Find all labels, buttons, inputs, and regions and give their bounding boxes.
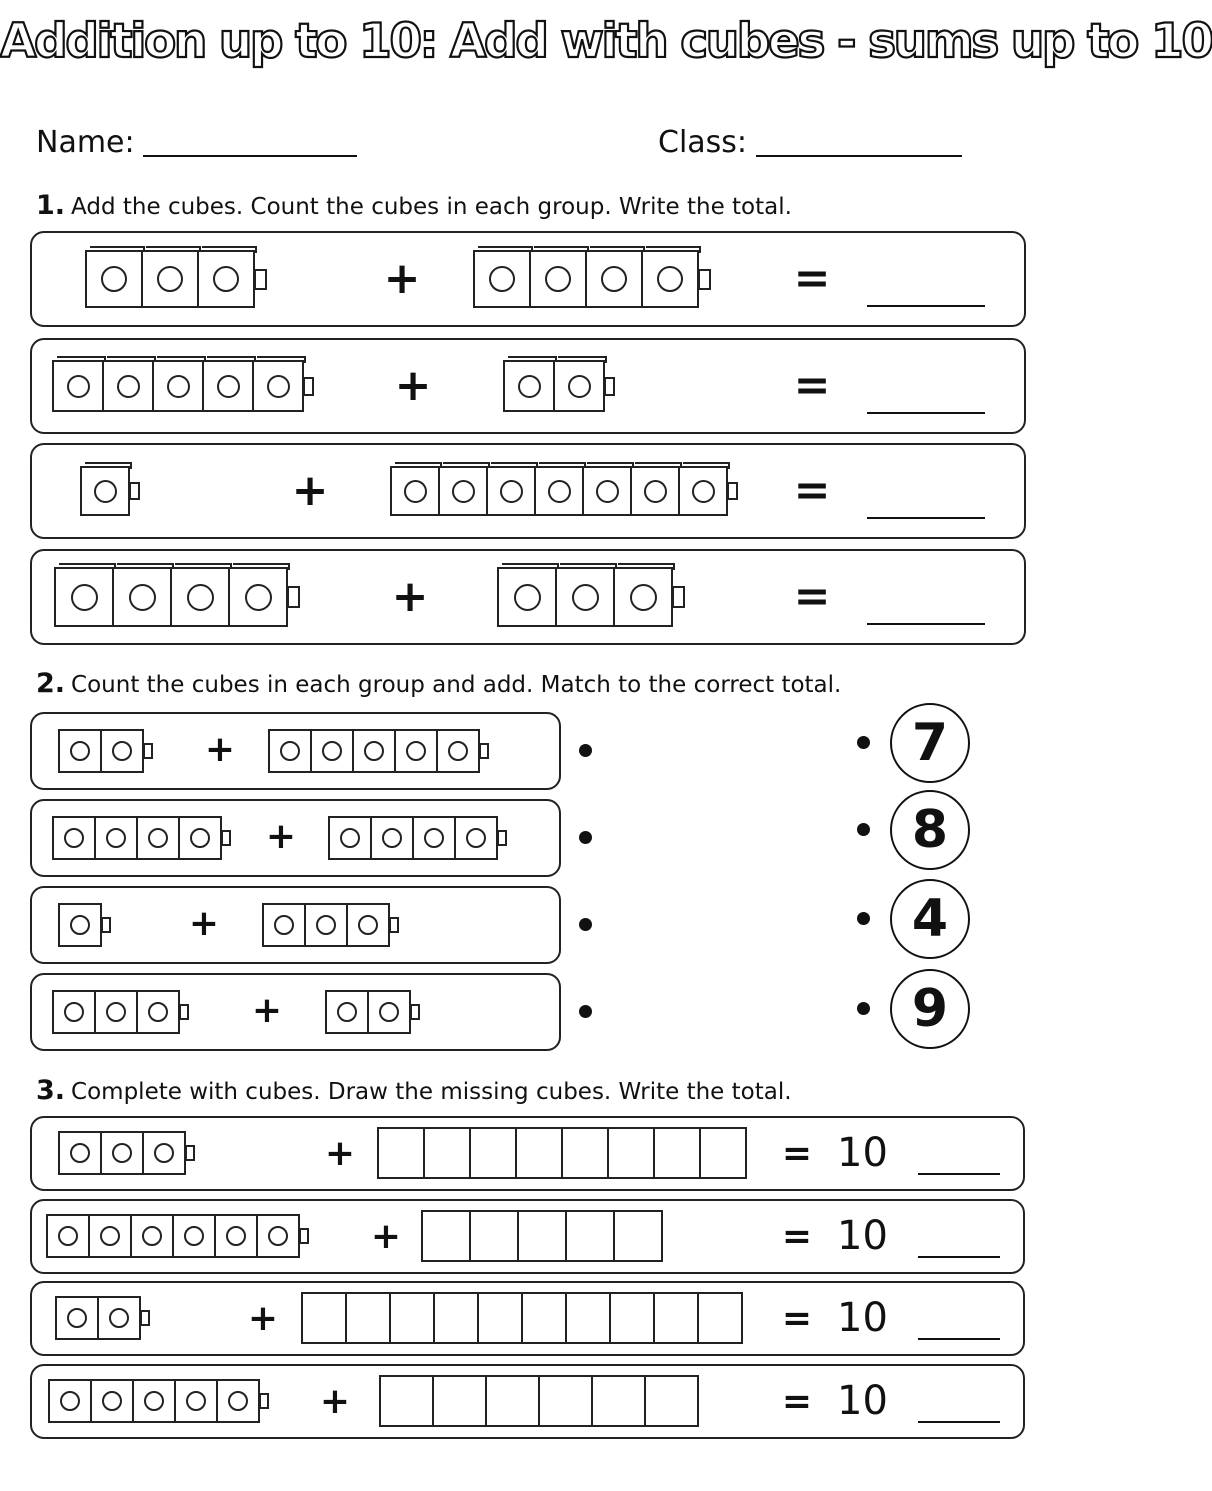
empty-cube-box[interactable]	[561, 1127, 609, 1179]
cube-hole-icon	[70, 915, 90, 935]
cube-hole-icon	[404, 480, 427, 503]
cube-icon	[412, 816, 456, 860]
answer-blank[interactable]	[867, 305, 985, 307]
cube-hole-icon	[518, 375, 541, 398]
cube-group	[52, 816, 231, 860]
cube-hole-icon	[545, 266, 571, 292]
section-number: 3.	[36, 1075, 66, 1106]
empty-cube-boxes	[379, 1375, 699, 1427]
cube-hole-icon	[142, 1226, 162, 1246]
cube-hole-icon	[112, 1143, 132, 1163]
cube-hole-icon	[154, 1143, 174, 1163]
cube-icon	[152, 360, 204, 412]
class-line	[756, 155, 962, 157]
cube-connector-icon	[604, 377, 615, 396]
cube-connector-icon	[303, 377, 314, 396]
cube-icon	[486, 466, 536, 516]
plus-sign: +	[324, 1133, 356, 1174]
cube-icon	[85, 250, 143, 308]
equals-sign: =	[793, 571, 831, 622]
cube-connector-icon	[140, 1310, 150, 1326]
empty-cube-box[interactable]	[644, 1375, 699, 1427]
equals-sign: =	[781, 1133, 813, 1174]
cube-hole-icon	[548, 480, 571, 503]
cube-hole-icon	[572, 584, 599, 611]
cube-hole-icon	[184, 1226, 204, 1246]
cube-hole-icon	[358, 915, 378, 935]
cube-icon	[174, 1379, 218, 1423]
cube-hole-icon	[64, 828, 84, 848]
empty-cube-boxes	[377, 1127, 747, 1179]
cube-hole-icon	[94, 480, 117, 503]
cube-hole-icon	[58, 1226, 78, 1246]
cube-icon	[142, 1131, 186, 1175]
cube-connector-icon	[497, 830, 507, 846]
cube-hole-icon	[102, 1391, 122, 1411]
cube-hole-icon	[167, 375, 190, 398]
plus-sign: +	[319, 1381, 351, 1422]
cube-icon	[88, 1214, 132, 1258]
cube-hole-icon	[101, 266, 127, 292]
cube-hole-icon	[64, 1002, 84, 1022]
equals-sign: =	[781, 1298, 813, 1339]
cube-group	[85, 250, 267, 308]
empty-cube-box[interactable]	[379, 1375, 434, 1427]
equals-sign: =	[793, 253, 831, 304]
cube-icon	[172, 1214, 216, 1258]
cube-hole-icon	[100, 1226, 120, 1246]
section-1-heading	[36, 192, 792, 219]
match-dot-left[interactable]	[579, 1005, 592, 1018]
cube-hole-icon	[280, 741, 300, 761]
answer-blank[interactable]	[918, 1421, 1000, 1423]
empty-cube-box[interactable]	[469, 1210, 519, 1262]
match-dot-right[interactable]	[857, 823, 870, 836]
match-dot-left[interactable]	[579, 831, 592, 844]
cube-connector-icon	[259, 1393, 269, 1409]
cube-hole-icon	[228, 1391, 248, 1411]
plus-sign: +	[247, 1298, 279, 1339]
cube-icon	[641, 250, 699, 308]
equals-sign: =	[793, 465, 831, 516]
cube-icon	[613, 567, 673, 627]
empty-cube-box[interactable]	[469, 1127, 517, 1179]
plus-sign: +	[265, 816, 297, 857]
cube-group	[58, 1131, 195, 1175]
cube-hole-icon	[322, 741, 342, 761]
cube-connector-icon	[101, 917, 111, 933]
cube-connector-icon	[389, 917, 399, 933]
cube-icon	[97, 1296, 141, 1340]
cube-icon	[46, 1214, 90, 1258]
cube-hole-icon	[424, 828, 444, 848]
cube-icon	[328, 816, 372, 860]
empty-cube-box[interactable]	[613, 1210, 663, 1262]
cube-hole-icon	[379, 1002, 399, 1022]
cube-connector-icon	[143, 743, 153, 759]
empty-cube-boxes	[301, 1292, 743, 1344]
empty-cube-box[interactable]	[565, 1292, 611, 1344]
cube-hole-icon	[489, 266, 515, 292]
cube-hole-icon	[268, 1226, 288, 1246]
plus-sign: +	[394, 360, 432, 411]
cube-icon	[630, 466, 680, 516]
cube-hole-icon	[267, 375, 290, 398]
cube-hole-icon	[601, 266, 627, 292]
empty-cube-box[interactable]	[301, 1292, 347, 1344]
equals-sign: =	[781, 1381, 813, 1422]
cube-hole-icon	[657, 266, 683, 292]
target-total: 10	[837, 1378, 888, 1424]
cube-icon	[48, 1379, 92, 1423]
cube-icon	[325, 990, 369, 1034]
cube-icon	[197, 250, 255, 308]
cube-hole-icon	[337, 1002, 357, 1022]
cube-icon	[90, 1379, 134, 1423]
cube-hole-icon	[364, 741, 384, 761]
cube-icon	[58, 903, 102, 947]
cube-icon	[310, 729, 354, 773]
empty-cube-box[interactable]	[485, 1375, 540, 1427]
cube-icon	[58, 1131, 102, 1175]
section-instruction: Add the cubes. Count the cubes in each group. Write the total.	[71, 194, 792, 220]
cube-group	[54, 567, 300, 627]
empty-cube-box[interactable]	[432, 1375, 487, 1427]
empty-cube-box[interactable]	[521, 1292, 567, 1344]
cube-group	[473, 250, 711, 308]
cube-hole-icon	[382, 828, 402, 848]
cube-group	[55, 1296, 150, 1340]
cube-icon	[390, 466, 440, 516]
cube-icon	[136, 990, 180, 1034]
cube-icon	[346, 903, 390, 947]
total-circle: 7	[890, 703, 970, 783]
cube-connector-icon	[410, 1004, 420, 1020]
cube-hole-icon	[187, 584, 214, 611]
class-label: Class:	[658, 125, 748, 160]
cube-connector-icon	[727, 482, 738, 500]
cube-group	[328, 816, 507, 860]
cube-icon	[52, 816, 96, 860]
cube-hole-icon	[71, 584, 98, 611]
cube-icon	[141, 250, 199, 308]
cube-hole-icon	[186, 1391, 206, 1411]
empty-cube-box[interactable]	[653, 1127, 701, 1179]
cube-icon	[394, 729, 438, 773]
cube-icon	[55, 1296, 99, 1340]
answer-blank[interactable]	[867, 623, 985, 625]
cube-icon	[52, 360, 104, 412]
cube-connector-icon	[129, 482, 140, 500]
cube-hole-icon	[60, 1391, 80, 1411]
answer-blank[interactable]	[867, 517, 985, 519]
cube-hole-icon	[112, 741, 132, 761]
cube-hole-icon	[190, 828, 210, 848]
match-dot-right[interactable]	[857, 912, 870, 925]
empty-cube-box[interactable]	[515, 1127, 563, 1179]
cube-group	[52, 990, 189, 1034]
cube-hole-icon	[129, 584, 156, 611]
cube-hole-icon	[630, 584, 657, 611]
cube-icon	[202, 360, 254, 412]
cube-hole-icon	[67, 1308, 87, 1328]
cube-connector-icon	[185, 1145, 195, 1161]
cube-hole-icon	[452, 480, 475, 503]
cube-hole-icon	[596, 480, 619, 503]
cube-icon	[80, 466, 130, 516]
answer-blank[interactable]	[918, 1338, 1000, 1340]
cube-icon	[136, 816, 180, 860]
empty-cube-box[interactable]	[477, 1292, 523, 1344]
cube-icon	[94, 990, 138, 1034]
match-dot-right[interactable]	[857, 736, 870, 749]
empty-cube-box[interactable]	[607, 1127, 655, 1179]
cube-group	[390, 466, 738, 516]
cube-group	[325, 990, 420, 1034]
total-circle: 4	[890, 879, 970, 959]
plus-sign: +	[391, 571, 429, 622]
match-dot-left[interactable]	[579, 744, 592, 757]
section-2-heading	[36, 670, 841, 697]
cube-icon	[370, 816, 414, 860]
section-instruction: Count the cubes in each group and add. Match to the correct total.	[71, 672, 842, 698]
cube-icon	[100, 729, 144, 773]
cube-hole-icon	[148, 828, 168, 848]
empty-cube-box[interactable]	[653, 1292, 699, 1344]
cube-icon	[534, 466, 584, 516]
cube-hole-icon	[106, 828, 126, 848]
cube-group	[48, 1379, 269, 1423]
cube-icon	[256, 1214, 300, 1258]
cube-icon	[268, 729, 312, 773]
cube-icon	[497, 567, 557, 627]
name-line	[143, 155, 357, 157]
plus-sign: +	[383, 253, 421, 304]
cube-group	[262, 903, 399, 947]
match-dot-right[interactable]	[857, 1002, 870, 1015]
cube-group	[503, 360, 615, 412]
empty-cube-box[interactable]	[697, 1292, 743, 1344]
cube-icon	[529, 250, 587, 308]
cube-hole-icon	[466, 828, 486, 848]
section-number: 2.	[36, 668, 66, 699]
plus-sign: +	[188, 903, 220, 944]
cube-icon	[582, 466, 632, 516]
cube-icon	[454, 816, 498, 860]
cube-hole-icon	[117, 375, 140, 398]
section-3-heading	[36, 1077, 792, 1104]
cube-icon	[170, 567, 230, 627]
cube-group	[58, 729, 153, 773]
cube-hole-icon	[500, 480, 523, 503]
cube-hole-icon	[226, 1226, 246, 1246]
cube-icon	[228, 567, 288, 627]
cube-hole-icon	[213, 266, 239, 292]
cube-connector-icon	[287, 586, 300, 608]
cube-icon	[473, 250, 531, 308]
empty-cube-box[interactable]	[609, 1292, 655, 1344]
cube-group	[46, 1214, 309, 1258]
cube-icon	[178, 816, 222, 860]
cube-icon	[436, 729, 480, 773]
cube-icon	[100, 1131, 144, 1175]
cube-group	[58, 903, 111, 947]
plus-sign: +	[251, 990, 283, 1031]
worksheet-title: Addition up to 10: Add with cubes - sums up to 10	[0, 14, 1212, 69]
cube-icon	[262, 903, 306, 947]
cube-connector-icon	[672, 586, 685, 608]
cube-icon	[54, 567, 114, 627]
empty-cube-box[interactable]	[433, 1292, 479, 1344]
cube-icon	[112, 567, 172, 627]
target-total: 10	[837, 1130, 888, 1176]
cube-group	[52, 360, 314, 412]
cube-hole-icon	[70, 741, 90, 761]
plus-sign: +	[204, 729, 236, 770]
cube-hole-icon	[217, 375, 240, 398]
section-number: 1.	[36, 190, 66, 221]
cube-connector-icon	[479, 743, 489, 759]
cube-icon	[352, 729, 396, 773]
plus-sign: +	[291, 465, 329, 516]
empty-cube-box[interactable]	[421, 1210, 471, 1262]
cube-connector-icon	[698, 269, 711, 290]
cube-icon	[216, 1379, 260, 1423]
cube-hole-icon	[514, 584, 541, 611]
cube-hole-icon	[70, 1143, 90, 1163]
cube-hole-icon	[406, 741, 426, 761]
cube-hole-icon	[148, 1002, 168, 1022]
cube-hole-icon	[448, 741, 468, 761]
equals-sign: =	[793, 360, 831, 411]
cube-group	[80, 466, 140, 516]
empty-cube-box[interactable]	[699, 1127, 747, 1179]
cube-connector-icon	[179, 1004, 189, 1020]
answer-blank[interactable]	[918, 1173, 1000, 1175]
cube-hole-icon	[644, 480, 667, 503]
cube-icon	[130, 1214, 174, 1258]
empty-cube-box[interactable]	[423, 1127, 471, 1179]
cube-hole-icon	[274, 915, 294, 935]
empty-cube-box[interactable]	[389, 1292, 435, 1344]
empty-cube-box[interactable]	[377, 1127, 425, 1179]
empty-cube-box[interactable]	[345, 1292, 391, 1344]
cube-icon	[94, 816, 138, 860]
cube-icon	[438, 466, 488, 516]
answer-blank[interactable]	[918, 1256, 1000, 1258]
match-dot-left[interactable]	[579, 918, 592, 931]
target-total: 10	[837, 1213, 888, 1259]
cube-icon	[304, 903, 348, 947]
section-instruction: Complete with cubes. Draw the missing cubes. Write the total.	[71, 1079, 792, 1105]
cube-hole-icon	[157, 266, 183, 292]
total-circle: 8	[890, 790, 970, 870]
empty-cube-box[interactable]	[565, 1210, 615, 1262]
answer-blank[interactable]	[867, 412, 985, 414]
cube-hole-icon	[109, 1308, 129, 1328]
equals-sign: =	[781, 1216, 813, 1257]
cube-connector-icon	[254, 269, 267, 290]
cube-icon	[553, 360, 605, 412]
empty-cube-box[interactable]	[591, 1375, 646, 1427]
cube-icon	[214, 1214, 258, 1258]
cube-icon	[585, 250, 643, 308]
cube-hole-icon	[568, 375, 591, 398]
cube-hole-icon	[340, 828, 360, 848]
cube-icon	[132, 1379, 176, 1423]
cube-group	[268, 729, 489, 773]
empty-cube-box[interactable]	[538, 1375, 593, 1427]
empty-cube-box[interactable]	[517, 1210, 567, 1262]
cube-hole-icon	[67, 375, 90, 398]
target-total: 10	[837, 1295, 888, 1341]
total-circle: 9	[890, 969, 970, 1049]
empty-cube-boxes	[421, 1210, 663, 1262]
cube-icon	[58, 729, 102, 773]
cube-icon	[678, 466, 728, 516]
cube-hole-icon	[245, 584, 272, 611]
cube-icon	[503, 360, 555, 412]
cube-hole-icon	[316, 915, 336, 935]
cube-icon	[555, 567, 615, 627]
cube-icon	[367, 990, 411, 1034]
plus-sign: +	[370, 1216, 402, 1257]
cube-hole-icon	[106, 1002, 126, 1022]
cube-hole-icon	[144, 1391, 164, 1411]
cube-icon	[102, 360, 154, 412]
name-label: Name:	[36, 125, 135, 160]
cube-connector-icon	[299, 1228, 309, 1244]
cube-icon	[52, 990, 96, 1034]
cube-connector-icon	[221, 830, 231, 846]
cube-group	[497, 567, 685, 627]
cube-hole-icon	[692, 480, 715, 503]
cube-icon	[252, 360, 304, 412]
